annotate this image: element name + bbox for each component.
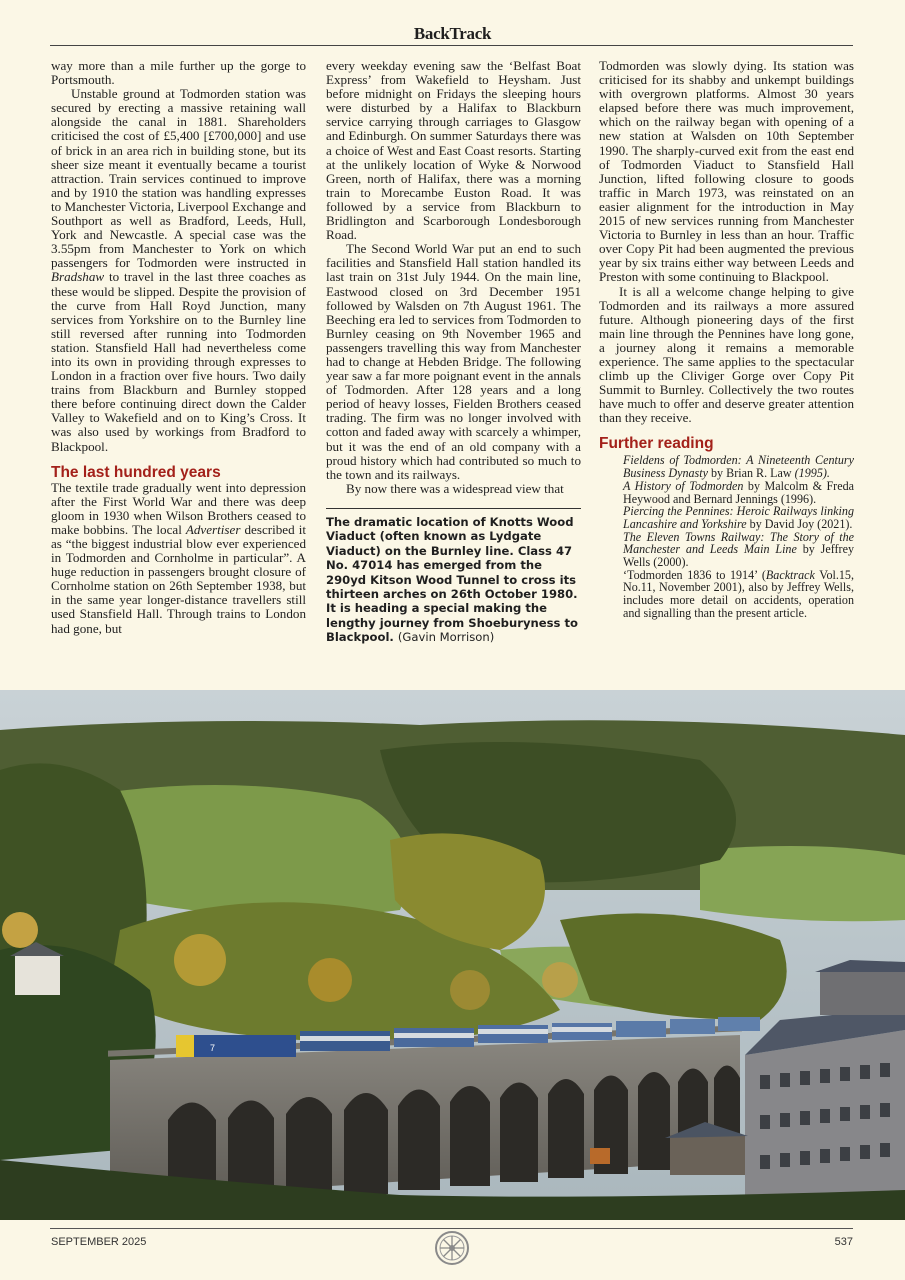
tree [2,912,38,948]
paragraph: It is all a welcome change helping to give Todmorden and its railways a more assured future. Although pioneering days of the first main line through the Pennines have long gone, a journey along it remains a memorable experience. The same applies to the spectacular climb up the Cliviger Gorge over Copy Pit Summit to Burnley. Collectively the two routes have much to offer and deserve greater attention than they receive. [599,283,854,426]
tree [174,934,226,986]
section-heading: Further reading [599,435,714,453]
coach [718,1017,760,1031]
column-2 [326,59,581,645]
wheel-emblem-icon [433,1229,471,1267]
viaduct-photo [0,690,905,1220]
paragraph: every weekday evening saw the ‘Belfast Boat Express’ from Wakefield to Heysham. Just before midnight on Fridays the sleeping hours were disturbed by a Halifax to Blackburn service carrying through carriages to Glasgow and Edinburgh. On summer Saturdays there was a choice of West and East Coast resorts. Starting at the unlikely location of Wyke & Norwood Green, north of Halifax, there was a morning train to Morecambe Euston Road. It was followed by a service from Blackburn to Bridlington and Scarborough Londesborough Road. [326,58,581,243]
viaduct-illustration [0,690,905,1220]
paragraph: By now there was a widespread view that [346,480,564,496]
paragraph: way more than a mile further up the gorge to Portsmouth. [51,58,306,88]
coach [616,1021,666,1037]
paragraph: Todmorden was slowly dying. Its station was criticised for its shabby and unkempt buildings with overgrown platforms. Almost 30 years elapsed before there was much improvement, which on the railway began with opening of a new station at Walsden on 10th September 1990. The sharply-curved exit from the east end of Todmorden Viaduct to Stansfield Hall Junction, lifted following closure to goods traffic in March 1973, was reinstated on an easier alignment for the introduction in May 2015 of new services running from Manchester Victoria to Burnley in less than an hour. Traffic over Copy Pit had been augmented the previous year by six trains either way between Leeds and Preston with some continuing to Blackpool. [599,58,854,285]
photo-credit: (Gavin Morrison) [397,630,495,645]
reading-item: The Eleven Towns Railway: The Story of the Manchester and Leeds Main Line by Jeffrey Wells (2000). [623,529,854,570]
reading-item: A History of Todmorden by Malcolm & Freda Heywood and Bernard Jennings (1996). [623,478,854,506]
paragraph: The textile trade gradually went into depression after the First World War and there was deep gloom in 1930 when Wilson Brothers ceased to make bobbins. The local Advertiser described it as “the biggest industrial blow ever experienced in Todmorden and Cornholme in particular”. A huge reduction in passengers brought closure of Cornholme station on 26th September 1938, but in the same year longer-distance travellers still used Stansfield Hall. Through trains to London had gone, but [51,479,306,636]
tree [450,970,490,1010]
page-number: 537 [834,1236,853,1248]
header-rule [50,45,853,46]
tree [308,958,352,1002]
reading-item: Piercing the Pennines: Heroic Railways linking Lancashire and Yorkshire by David Joy (2021). [623,504,854,531]
coach [670,1019,715,1034]
column-1 [51,59,306,636]
tree [542,962,578,998]
caption-rule [326,508,581,509]
photo-caption: The dramatic location of Knotts Wood Viaduct (often known as Lydgate Viaduct) on the Burnley line. Class 47 No. 47014 has emerged from the 290yd Kitson Wood Tunnel to cross its thirteen arches on 26th October 1980. It is heading a special making the lengthy journey from Shoeburyness to Blackpool. (Gavin Morrison) [326,514,578,645]
house [15,955,60,995]
reading-list [599,454,854,619]
column-3 [599,59,854,620]
reading-item: Fieldens of Todmorden: A Nineteenth Century Business Dynasty by Brian R. Law (1995). [623,453,854,481]
masthead: BackTrack [413,24,492,43]
building [670,1135,745,1175]
issue-date: SEPTEMBER 2025 [51,1236,147,1248]
section-heading: The last hundred years [51,463,221,481]
loco-number: 7 [210,1043,216,1053]
lorry [590,1148,610,1164]
paragraph: The Second World War put an end to such facilities and Stansfield Hall station handled its last train on 31st July 1944. On the main line, Eastwood closed on 3rd December 1951 followed by Walsden on 7th August 1961. The Beeching era led to services from Todmorden to Burnley ceasing on 9th November 1965 and passengers travelling this way from Manchester had to change at Hebden Bridge. The following year saw a far more poignant event in the annals of Todmorden. After 128 years and a long period of heavy losses, Fielden Brothers ceased trading. The firm was no longer involved with cotton and faded away with scarcely a whimper, but it was the end of an old company with a proud history which had contributed so much to the town and its railways. [326,241,581,482]
reading-item: ‘Todmorden 1836 to 1914’ (Backtrack Vol.15, No.11, November 2001), also by Jeffrey Wells, includes more detail on accidents, operation and signalling than the present article. [623,567,855,620]
pasture [700,846,905,921]
paragraph: Unstable ground at Todmorden station was secured by erecting a massive retaining wall alongside the canal in 1881. Shareholders criticised the cost of £5,400 [£700,000] and use of brick in an area rich in building stone, but its sheer size meant it eventually became a tourist attraction. Train services continued to improve and by 1910 the station was handling expresses to Manchester Victoria, Liverpool Exchange and Southport as well as Bradford, Leeds, Hull, York and Newcastle. A special case was the 3.55pm from Manchester to York on which passengers for Todmorden were instructed in Bradshaw to travel in the last three coaches as these would be slipped. Despite the provision of the curve from Hall Royd Junction, many services from Yorkshire on to the Burnley line still reversed after running into Todmorden station. Stansfield Hall had nevertheless come into its own in providing through expresses to London in a fraction over five hours. Two daily trains from Blackburn and Burnley stopped there before continuing direct down the Calder Valley to Wakefield and on to King’s Cross. It was also used by workings from Bradford to Blackpool. [51,86,306,454]
